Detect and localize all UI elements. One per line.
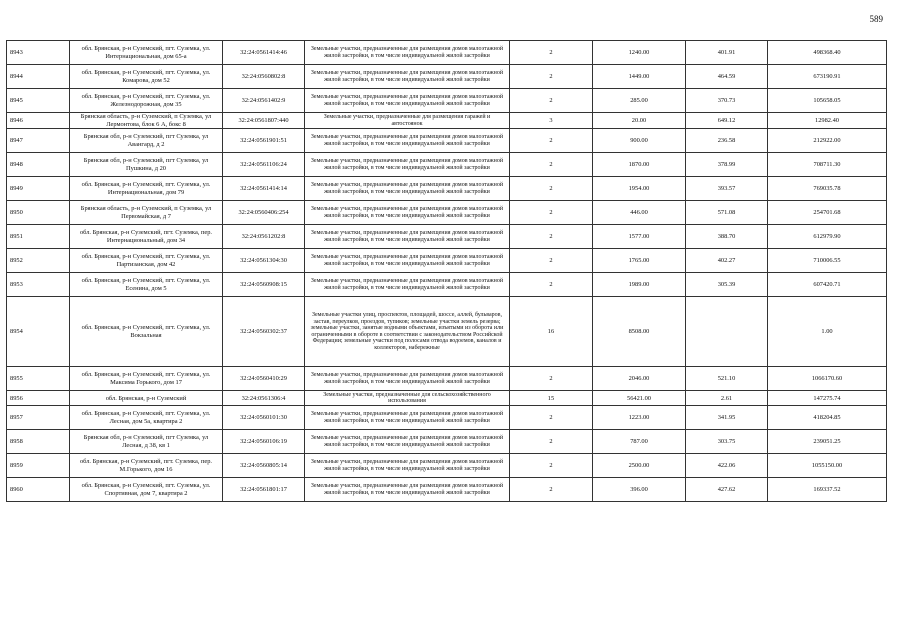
area-cell: 1240.00 [593, 41, 686, 65]
address-cell: обл. Брянская, р-н Суземский, пгт. Суземка, ул. Интернациональная, дом 79 [70, 177, 223, 201]
area-cell: 1577.00 [593, 225, 686, 249]
permitted-use-cell: Земельные участки, предназначенные для размещения домов малоэтажной жилой застройки, в том числе индивидуальной жилой застройки [305, 89, 510, 113]
cadastral-value-cell: 105658.05 [768, 89, 887, 113]
address-cell: обл. Брянская, р-н Суземский, пгт. Суземка, ул. Лесная, дом 5а, квартира 2 [70, 406, 223, 430]
price-per-sqm-cell: 571.08 [686, 201, 768, 225]
category-code-cell: 16 [510, 297, 593, 367]
table-row [7, 113, 887, 129]
area-cell: 900.00 [593, 129, 686, 153]
cadastral-value-cell: 710006.55 [768, 249, 887, 273]
row-number-cell: 8958 [7, 430, 70, 454]
table-row [7, 406, 887, 430]
category-code-cell: 2 [510, 41, 593, 65]
cadastral-value-cell: 239051.25 [768, 430, 887, 454]
table-row [7, 41, 887, 65]
table-row [7, 430, 887, 454]
address-cell: Брянская область, р-н Суземский, п Суземка, ул Первомайская, д 7 [70, 201, 223, 225]
cadastral-value-cell: 612979.90 [768, 225, 887, 249]
table-row [7, 177, 887, 201]
address-cell: обл. Брянская, р-н Суземский, пгт. Суземка, ул. Интернациональная, дом 65-а [70, 41, 223, 65]
address-cell: Брянская обл, р-н Суземский, пгт Суземка, ул Пушкина, д 20 [70, 153, 223, 177]
table-row [7, 391, 887, 406]
permitted-use-cell: Земельные участки, предназначенные для размещения домов малоэтажной жилой застройки, в том числе индивидуальной жилой застройки [305, 273, 510, 297]
row-number-cell: 8952 [7, 249, 70, 273]
cadastral-number-cell: 32:24:0561106:24 [223, 153, 305, 177]
row-number-cell: 8960 [7, 478, 70, 502]
cadastral-value-cell: 418204.85 [768, 406, 887, 430]
table-row [7, 367, 887, 391]
row-number-cell: 8955 [7, 367, 70, 391]
category-code-cell: 3 [510, 113, 593, 129]
price-per-sqm-cell: 236.58 [686, 129, 768, 153]
price-per-sqm-cell: 305.39 [686, 273, 768, 297]
cadastral-number-cell: 32:24:0561306:4 [223, 391, 305, 406]
price-per-sqm-cell: 388.70 [686, 225, 768, 249]
row-number-cell: 8945 [7, 89, 70, 113]
cadastral-number-cell: 32:24:0560106:19 [223, 430, 305, 454]
address-cell: Брянская область, р-н Суземский, п Суземка, ул Лермонтова, блок 6 А, бокс 8 [70, 113, 223, 129]
area-cell: 56421.00 [593, 391, 686, 406]
category-code-cell: 2 [510, 201, 593, 225]
price-per-sqm-cell: 464.59 [686, 65, 768, 89]
permitted-use-cell: Земельные участки, предназначенные для размещения домов малоэтажной жилой застройки, в том числе индивидуальной жилой застройки [305, 478, 510, 502]
row-number-cell: 8943 [7, 41, 70, 65]
cadastral-number-cell: 32:24:0560908:15 [223, 273, 305, 297]
area-cell: 1765.00 [593, 249, 686, 273]
permitted-use-cell: Земельные участки, предназначенные для сельскохозяйственного использования [305, 391, 510, 406]
address-cell: Брянская обл, р-н Суземский, пгт Суземка, ул Авангард, д 2 [70, 129, 223, 153]
permitted-use-cell: Земельные участки, предназначенные для размещения домов малоэтажной жилой застройки, в том числе индивидуальной жилой застройки [305, 129, 510, 153]
price-per-sqm-cell: 378.99 [686, 153, 768, 177]
address-cell: обл. Брянская, р-н Суземский, пгт. Суземка, ул. Комарова, дом 52 [70, 65, 223, 89]
price-per-sqm-cell: 521.10 [686, 367, 768, 391]
permitted-use-cell: Земельные участки, предназначенные для размещения домов малоэтажной жилой застройки, в том числе индивидуальной жилой застройки [305, 41, 510, 65]
price-per-sqm-cell: 401.91 [686, 41, 768, 65]
area-cell: 1449.00 [593, 65, 686, 89]
cadastral-value-cell: 498368.40 [768, 41, 887, 65]
address-cell: обл. Брянская, р-н Суземский [70, 391, 223, 406]
category-code-cell: 2 [510, 430, 593, 454]
cadastral-number-cell: 32:24:0560805:14 [223, 454, 305, 478]
permitted-use-cell: Земельные участки, предназначенные для размещения гаражей и автостоянок [305, 113, 510, 129]
table-row [7, 249, 887, 273]
cadastral-number-cell: 32:24:0561304:30 [223, 249, 305, 273]
row-number-cell: 8947 [7, 129, 70, 153]
row-number-cell: 8951 [7, 225, 70, 249]
table-row [7, 65, 887, 89]
area-cell: 446.00 [593, 201, 686, 225]
category-code-cell: 15 [510, 391, 593, 406]
cadastral-number-cell: 32:24:0560101:30 [223, 406, 305, 430]
row-number-cell: 8959 [7, 454, 70, 478]
permitted-use-cell: Земельные участки, предназначенные для размещения домов малоэтажной жилой застройки, в том числе индивидуальной жилой застройки [305, 201, 510, 225]
area-cell: 2046.00 [593, 367, 686, 391]
land-registry-table [6, 40, 887, 502]
permitted-use-cell: Земельные участки, предназначенные для размещения домов малоэтажной жилой застройки, в том числе индивидуальной жилой застройки [305, 65, 510, 89]
permitted-use-cell: Земельные участки, предназначенные для размещения домов малоэтажной жилой застройки, в том числе индивидуальной жилой застройки [305, 249, 510, 273]
price-per-sqm-cell: 427.62 [686, 478, 768, 502]
row-number-cell: 8949 [7, 177, 70, 201]
area-cell: 20.00 [593, 113, 686, 129]
page-number: 589 [869, 14, 883, 24]
area-cell: 1989.00 [593, 273, 686, 297]
permitted-use-cell: Земельные участки, предназначенные для размещения домов малоэтажной жилой застройки, в том числе индивидуальной жилой застройки [305, 454, 510, 478]
area-cell: 1870.00 [593, 153, 686, 177]
category-code-cell: 2 [510, 89, 593, 113]
price-per-sqm-cell: 393.57 [686, 177, 768, 201]
table-row [7, 89, 887, 113]
address-cell: обл. Брянская, р-н Суземский, пгт. Суземка, пер. Интернациональный, дом 34 [70, 225, 223, 249]
cadastral-value-cell: 169337.52 [768, 478, 887, 502]
cadastral-number-cell: 32:24:0561414:46 [223, 41, 305, 65]
row-number-cell: 8957 [7, 406, 70, 430]
price-per-sqm-cell: 341.95 [686, 406, 768, 430]
address-cell: Брянская обл, р-н Суземский, пгт Суземка, ул Лесная, д 38, кв 1 [70, 430, 223, 454]
row-number-cell: 8948 [7, 153, 70, 177]
address-cell: обл. Брянская, р-н Суземский, пгт. Суземка, пер. М.Горького, дом 16 [70, 454, 223, 478]
category-code-cell: 2 [510, 249, 593, 273]
category-code-cell: 2 [510, 454, 593, 478]
cadastral-value-cell: 147275.74 [768, 391, 887, 406]
cadastral-number-cell: 32:24:0560406:254 [223, 201, 305, 225]
permitted-use-cell: Земельные участки, предназначенные для размещения домов малоэтажной жилой застройки, в том числе индивидуальной жилой застройки [305, 177, 510, 201]
table-row [7, 129, 887, 153]
category-code-cell: 2 [510, 273, 593, 297]
category-code-cell: 2 [510, 367, 593, 391]
address-cell: обл. Брянская, р-н Суземский, пгт. Суземка, ул. Вокзальная [70, 297, 223, 367]
table-body [7, 41, 887, 502]
category-code-cell: 2 [510, 177, 593, 201]
permitted-use-cell: Земельные участки улиц, проспектов, площадей, шоссе, аллей, бульваров, застав, переулков, проездов, тупиков; земельные участки земель резерва; земельные участки, занятые водными объектами, изъятыми из оборота или ограниченными в обороте в соответствии с законодательством Российской Федерации; земельные участки под полосами отвода водоемов, каналов и коллекторов, набережные [305, 297, 510, 367]
cadastral-number-cell: 32:24:0561807:440 [223, 113, 305, 129]
area-cell: 2500.00 [593, 454, 686, 478]
row-number-cell: 8946 [7, 113, 70, 129]
area-cell: 396.00 [593, 478, 686, 502]
address-cell: обл. Брянская, р-н Суземский, пгт. Суземка, ул. Железнодорожная, дом 35 [70, 89, 223, 113]
permitted-use-cell: Земельные участки, предназначенные для размещения домов малоэтажной жилой застройки, в том числе индивидуальной жилой застройки [305, 153, 510, 177]
price-per-sqm-cell: 370.73 [686, 89, 768, 113]
cadastral-value-cell: 1055150.00 [768, 454, 887, 478]
category-code-cell: 2 [510, 129, 593, 153]
cadastral-value-cell: 673190.91 [768, 65, 887, 89]
table-row [7, 153, 887, 177]
cadastral-value-cell: 1066170.60 [768, 367, 887, 391]
price-per-sqm-cell: 402.27 [686, 249, 768, 273]
cadastral-value-cell: 12982.40 [768, 113, 887, 129]
area-cell: 285.00 [593, 89, 686, 113]
cadastral-number-cell: 32:24:0561801:17 [223, 478, 305, 502]
address-cell: обл. Брянская, р-н Суземский, пгт. Суземка, ул. Спортивная, дом 7, квартира 2 [70, 478, 223, 502]
cadastral-number-cell: 32:24:0560302:37 [223, 297, 305, 367]
cadastral-value-cell: 769035.78 [768, 177, 887, 201]
category-code-cell: 2 [510, 225, 593, 249]
table-row [7, 201, 887, 225]
cadastral-number-cell: 32:24:0561202:8 [223, 225, 305, 249]
permitted-use-cell: Земельные участки, предназначенные для размещения домов малоэтажной жилой застройки, в том числе индивидуальной жилой застройки [305, 367, 510, 391]
price-per-sqm-cell: 2.61 [686, 391, 768, 406]
row-number-cell: 8944 [7, 65, 70, 89]
area-cell: 1954.00 [593, 177, 686, 201]
permitted-use-cell: Земельные участки, предназначенные для размещения домов малоэтажной жилой застройки, в том числе индивидуальной жилой застройки [305, 406, 510, 430]
price-per-sqm-cell: 422.06 [686, 454, 768, 478]
table-row [7, 273, 887, 297]
cadastral-number-cell: 32:24:0561901:51 [223, 129, 305, 153]
permitted-use-cell: Земельные участки, предназначенные для размещения домов малоэтажной жилой застройки, в том числе индивидуальной жилой застройки [305, 225, 510, 249]
cadastral-value-cell: 607420.71 [768, 273, 887, 297]
category-code-cell: 2 [510, 406, 593, 430]
table-row [7, 225, 887, 249]
category-code-cell: 2 [510, 153, 593, 177]
table-row [7, 478, 887, 502]
price-per-sqm-cell: 303.75 [686, 430, 768, 454]
price-per-sqm-cell: 649.12 [686, 113, 768, 129]
address-cell: обл. Брянская, р-н Суземский, пгт. Суземка, ул. Есенина, дом 5 [70, 273, 223, 297]
cadastral-number-cell: 32:24:0560410:29 [223, 367, 305, 391]
row-number-cell: 8956 [7, 391, 70, 406]
table-row [7, 297, 887, 367]
permitted-use-cell: Земельные участки, предназначенные для размещения домов малоэтажной жилой застройки, в том числе индивидуальной жилой застройки [305, 430, 510, 454]
cadastral-number-cell: 32:24:0561414:14 [223, 177, 305, 201]
cadastral-value-cell: 212922.00 [768, 129, 887, 153]
area-cell: 1223.00 [593, 406, 686, 430]
address-cell: обл. Брянская, р-н Суземский, пгт. Суземка, ул. Партизанская, дом 42 [70, 249, 223, 273]
address-cell: обл. Брянская, р-н Суземский, пгт. Суземка, ул. Максима Горького, дом 17 [70, 367, 223, 391]
row-number-cell: 8953 [7, 273, 70, 297]
category-code-cell: 2 [510, 65, 593, 89]
cadastral-value-cell: 708711.30 [768, 153, 887, 177]
row-number-cell: 8954 [7, 297, 70, 367]
cadastral-value-cell: 254701.68 [768, 201, 887, 225]
area-cell: 787.00 [593, 430, 686, 454]
area-cell: 8508.00 [593, 297, 686, 367]
row-number-cell: 8950 [7, 201, 70, 225]
price-per-sqm-cell [686, 297, 768, 367]
cadastral-number-cell: 32:24:0560802:8 [223, 65, 305, 89]
cadastral-number-cell: 32:24:0561402:9 [223, 89, 305, 113]
cadastral-value-cell: 1.00 [768, 297, 887, 367]
table-row [7, 454, 887, 478]
category-code-cell: 2 [510, 478, 593, 502]
